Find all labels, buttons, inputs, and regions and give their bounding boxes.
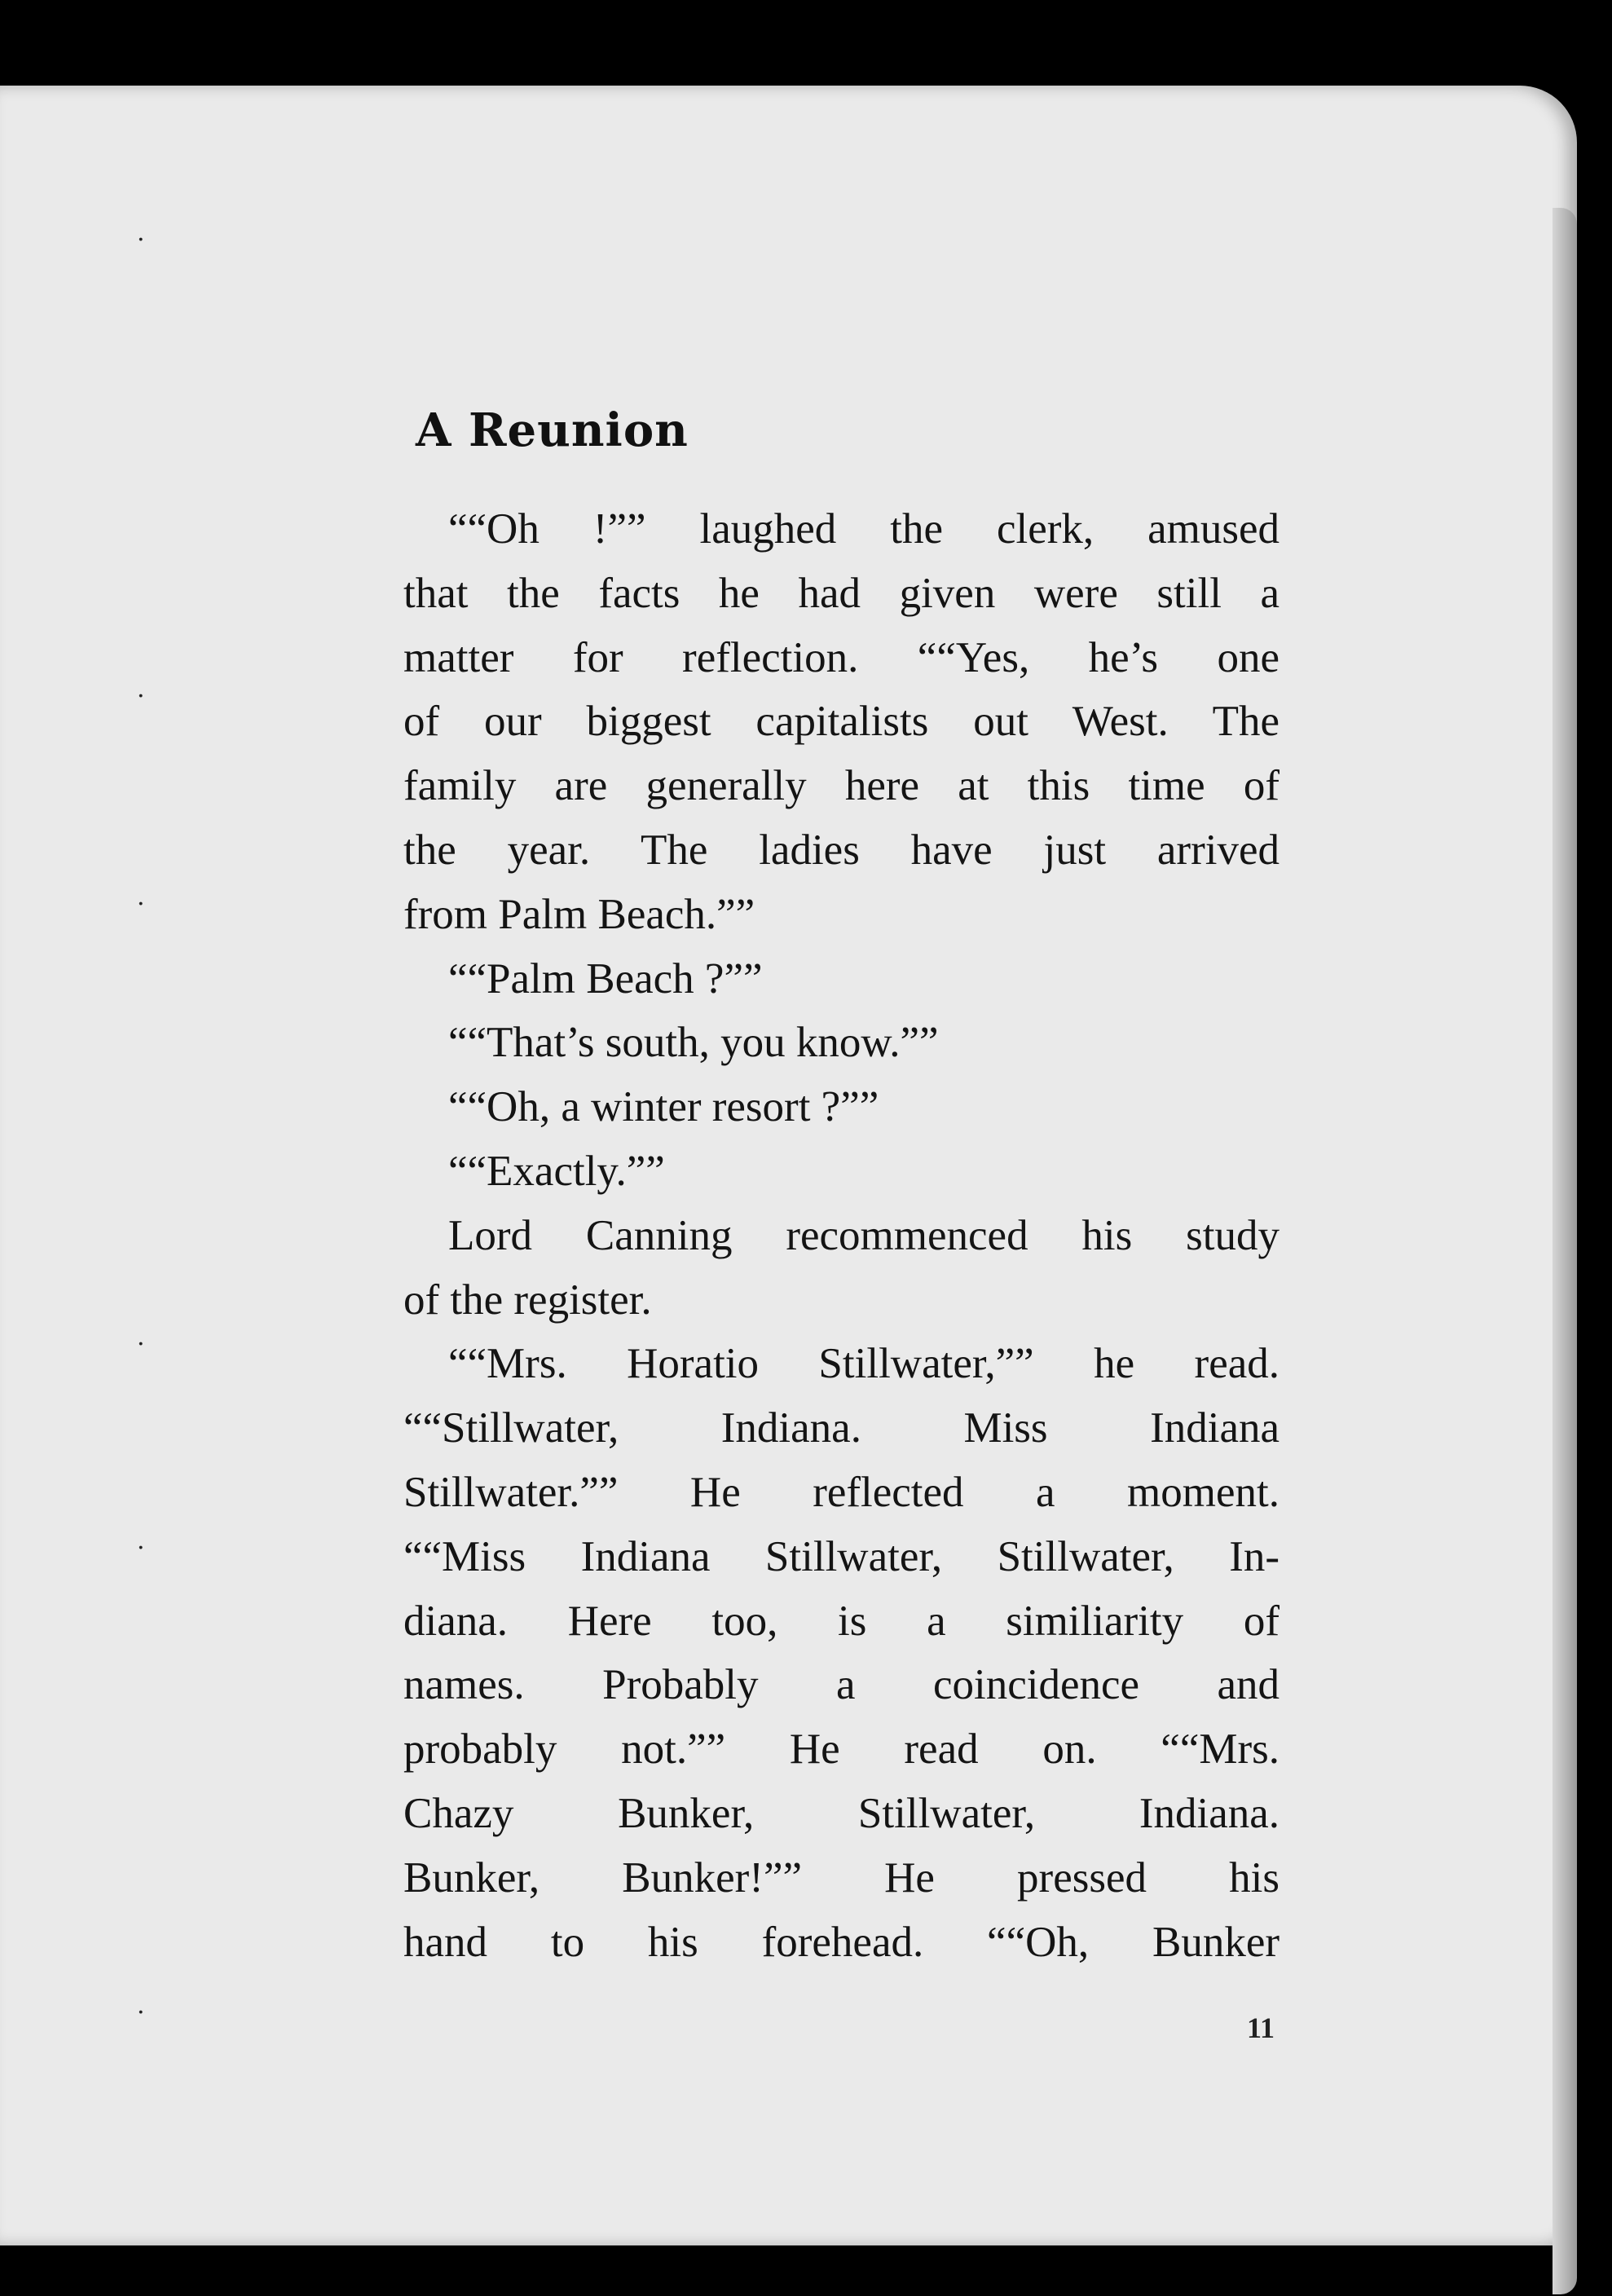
text-line: ““Stillwater, Indiana. Miss Indiana: [403, 1404, 1279, 1452]
text-line: probably not.”” He read on. ““Mrs.: [403, 1725, 1279, 1774]
text-line: hand to his forehead. ““Oh, Bunker: [403, 1918, 1279, 1966]
text-line: ““Oh, a winter resort ?””: [448, 1083, 879, 1131]
body-text: [403, 497, 1279, 1974]
gutter-speck: ·: [137, 890, 145, 919]
text-line: names. Probably a coincidence and: [403, 1661, 1279, 1709]
text-line: ““Mrs. Horatio Stillwater,”” he read.: [448, 1340, 1279, 1388]
text-line: family are generally here at this time of: [403, 762, 1279, 810]
text-line: diana. Here too, is a similiarity of: [403, 1597, 1279, 1645]
text-line: Stillwater.”” He reflected a moment.: [403, 1468, 1279, 1516]
text-line: of our biggest capitalists out West. The: [403, 698, 1279, 746]
text-line: of the register.: [403, 1276, 652, 1324]
text-line: the year. The ladies have just arrived: [403, 826, 1279, 874]
text-line: Chazy Bunker, Stillwater, Indiana.: [403, 1789, 1279, 1837]
gutter-speck: ·: [137, 226, 145, 254]
text-line: matter for reflection. ““Yes, he’s one: [403, 633, 1279, 681]
running-head: A Reunion: [416, 403, 689, 457]
gutter-speck: ·: [137, 682, 145, 711]
text-line: ““Oh !”” laughed the clerk, amused: [448, 505, 1279, 553]
gutter-speck: ·: [137, 1999, 145, 2027]
text-line: ““That’s south, you know.””: [448, 1019, 939, 1067]
text-line: Lord Canning recommenced his study: [448, 1211, 1279, 1259]
gutter-speck: ·: [137, 1330, 145, 1359]
text-line: Bunker, Bunker!”” He pressed his: [403, 1853, 1279, 1902]
book-page: [0, 86, 1577, 2245]
page-edge-shadow: [1553, 208, 1577, 2294]
text-line: ““Miss Indiana Stillwater, Stillwater, In-: [403, 1532, 1279, 1580]
gutter-speck: ·: [137, 1534, 145, 1562]
page-number: 11: [1247, 2012, 1275, 2044]
text-line: ““Palm Beach ?””: [448, 954, 763, 1003]
text-line: ““Exactly.””: [448, 1147, 665, 1195]
text-line: that the facts he had given were still a: [403, 569, 1279, 617]
text-line: from Palm Beach.””: [403, 890, 755, 938]
